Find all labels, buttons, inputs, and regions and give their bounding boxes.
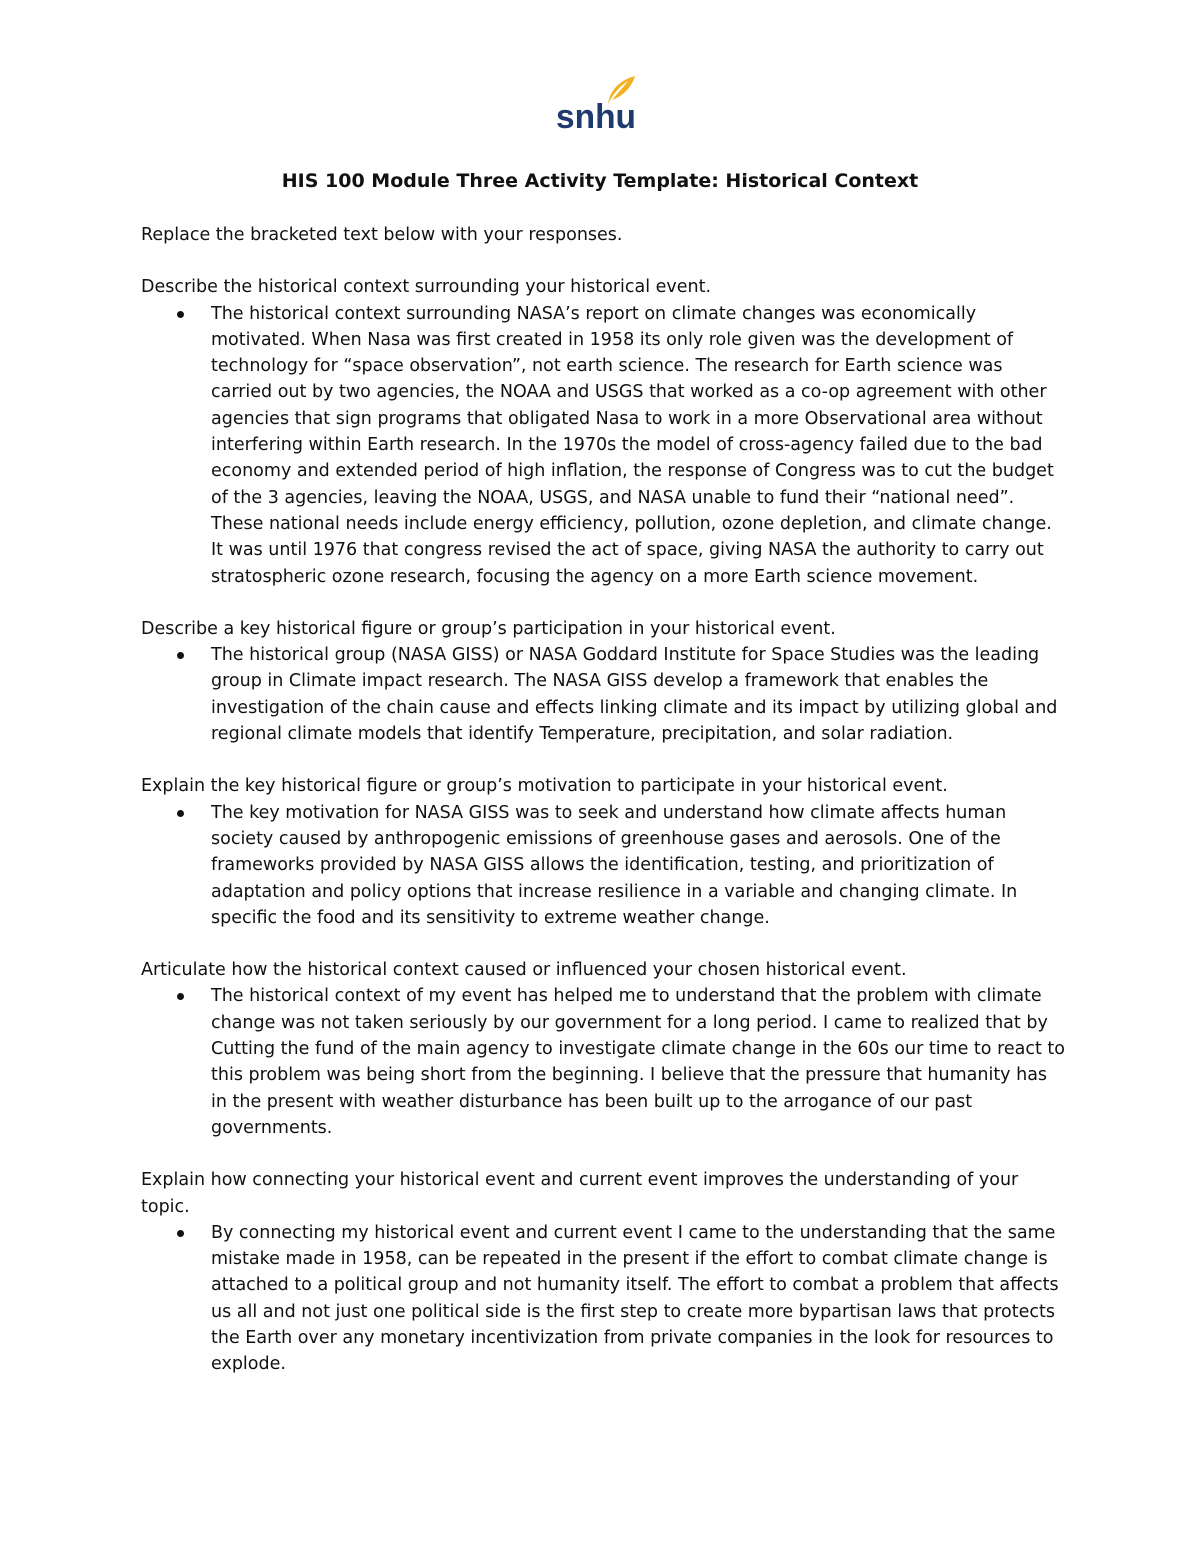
section-key-figure-motivation: [141, 773, 1066, 931]
document-title: HIS 100 Module Three Activity Template: Historical Context: [281, 170, 919, 192]
answer-item: [141, 800, 1066, 931]
bullet-icon: [177, 652, 184, 659]
document-body: [141, 222, 1066, 1404]
section-key-figure-participation: [141, 616, 1066, 747]
question-prompt: Explain how connecting your historical event and current event improves the understanding of your topic.: [141, 1170, 1019, 1217]
answer-text: The historical group (NASA GISS) or NASA Goddard Institute for Space Studies was the leading group in Climate impact research. The NASA GISS develop a framework that enables the investigation of the chain cause and effects linking climate and its impact by utilizing global and regional climate models that identify Temperature, precipitation, and solar radiation.: [211, 645, 1058, 745]
question-prompt: Explain the key historical figure or group’s motivation to participate in your historical event.: [141, 776, 948, 797]
snhu-logo-mark: [556, 72, 640, 136]
answer-list: [141, 301, 1066, 590]
answer-item: [141, 301, 1066, 590]
answer-list: [141, 642, 1066, 747]
answer-list: [141, 983, 1066, 1141]
question-prompt: Describe a key historical figure or group’s participation in your historical event.: [141, 618, 836, 639]
bullet-icon: [177, 1230, 184, 1237]
bullet-icon: [177, 993, 184, 1000]
section-context-influence: [141, 957, 1066, 1141]
question-prompt: Describe the historical context surrounding your historical event.: [141, 277, 712, 298]
answer-item: [141, 642, 1066, 747]
bullet-icon: [177, 810, 184, 817]
answer-text: By connecting my historical event and current event I came to the understanding that the same mistake made in 1958, can be repeated in the present if the effort to combat climate change is attached to a political group and not humanity itself. The effort to combat a problem that affects us all and not just one political side is the first step to create more bypartisan laws that protects the Earth over any monetary incentivization from private companies in the look for resources to explode.: [211, 1222, 1059, 1375]
bullet-icon: [177, 311, 184, 318]
answer-list: [141, 800, 1066, 931]
section-historical-context: [141, 274, 1066, 590]
answer-item: [141, 983, 1066, 1141]
answer-item: [141, 1220, 1066, 1378]
answer-text: The historical context surrounding NASA’s report on climate changes was economically motivated. When Nasa was first created in 1958 its only role given was the development of technology for “space observation”, not earth science. The research for Earth science was carried out by two agencies, the NOAA and USGS that worked as a co-op agreement with other agencies that sign programs that obligated Nasa to work in a more Observational area without interfering within Earth research. In the 1970s the model of cross-agency failed due to the bad economy and extended period of high inflation, the response of Congress was to cut the budget of the 3 agencies, leaving the NOAA, USGS, and NASA unable to fund their “national need”. These national needs include energy efficiency, pollution, ozone depletion, and climate change. It was until 1976 that congress revised the act of space, giving NASA the authority to carry out stratospheric ozone research, focusing the agency on a more Earth science movement.: [211, 303, 1054, 587]
answer-list: [141, 1220, 1066, 1378]
instructions-text: Replace the bracketed text below with your responses.: [141, 225, 623, 245]
section-connecting-events: [141, 1167, 1066, 1377]
snhu-logo: [556, 72, 640, 136]
snhu-logo-text: snhu: [556, 98, 636, 136]
question-prompt: Articulate how the historical context caused or influenced your chosen historical event.: [141, 960, 907, 981]
answer-text: The historical context of my event has helped me to understand that the problem with climate change was not taken seriously by our government for a long period. I came to realized that by Cutting the fund of the main agency to investigate climate change in the 60s our time to react to this problem was being short from the beginning. I believe that the pressure that humanity has in the present with weather disturbance has been built up to the arrogance of our past governments.: [211, 986, 1065, 1138]
answer-text: The key motivation for NASA GISS was to seek and understand how climate affects human society caused by anthropogenic emissions of greenhouse gases and aerosols. One of the frameworks provided by NASA GISS allows the identification, testing, and prioritization of adaptation and policy options that increase resilience in a variable and changing climate. In specific the food and its sensitivity to extreme weather change.: [211, 802, 1018, 928]
